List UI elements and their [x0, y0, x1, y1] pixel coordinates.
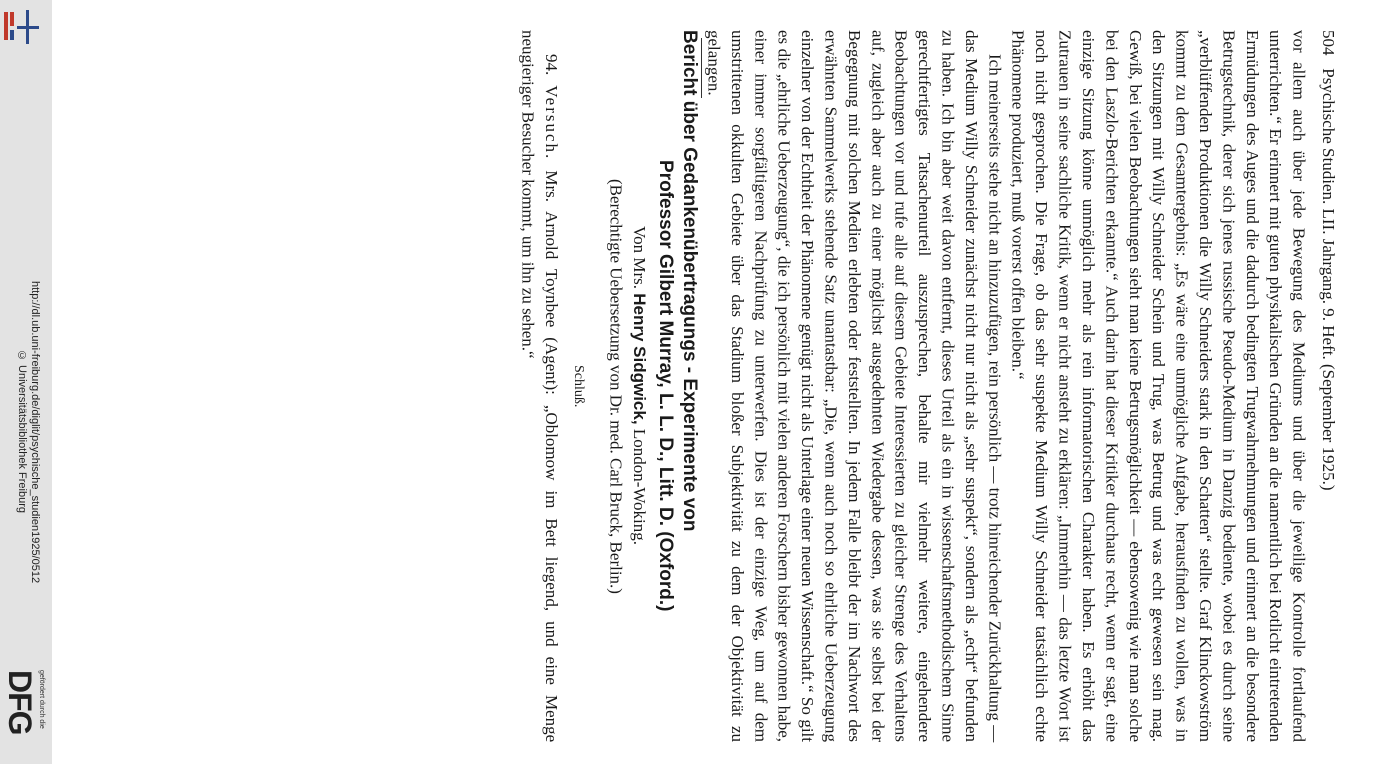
paragraph-1: vor allem auch über jede Bewegung des Mediums und über die jeweilige Kontrolle fortlaufend unterrichten.“ Er erinnert mit guten physikalischen Gründen an die namentlich bei Rotlicht eintretenden Ermüdungen des Auges und die dadurch bedingten Trugwahrnehmungen und erinnert an die besondere Betrugstechnik, derer sich jenes russische Pseudo-Medium in Danzig bediente, wobei es durch seine „verblüffenden Produktionen die Willy Schneiders stark in den Schatten“ stellte. Graf Klinckowström kommt zu dem Gesamtergebnis: „Es wäre eine unmögliche Aufgabe, herausfinden zu wollen, was in den Sitzungen mit Willy Schneider Schein und Trug, was Betrug und was echt gewesen sein mag. Gewiß, bei vielen Beobachtungen sieht man keine Betrugsmöglichkeit — ebensowenig wie man solche bei den Laszlo-Berichten erkannte.“ Auch darin hat dieser Kritiker durchaus recht, wenn er sagt, eine einzige Sitzung könne unmöglich mehr als rein informatorischen Charakter haben. Es erhöht das Zutrauen in seine sachliche Kritik, wenn er nicht ansteht zu erklären: „Immerhin — das letzte Wort ist noch nicht gesprochen. Die Frage, ob das sehr suspekte Medium Willy Schneider tatsächlich echte Phänomene produziert, muß vorerst offen bleiben.“: [1008, 30, 1309, 742]
viewer-sidebar: [0, 0, 52, 764]
conclusion-label: Schluß.: [571, 364, 587, 408]
scanned-page: [148, 30, 1340, 742]
source-info: [9, 166, 41, 698]
dfg-logo-icon: DFG: [2, 670, 38, 735]
header-left: [1317, 30, 1340, 491]
page-number: 504: [1319, 30, 1338, 56]
byline-prefix: Von Mrs.: [630, 226, 650, 290]
byline-suffix: London-Woking.: [630, 429, 650, 546]
paragraph-3-lead: Versuch.: [541, 85, 561, 161]
report-title-line-1: Bericht über Gedankenübertragungs - Experimente von: [679, 30, 701, 532]
author-name: Henry Sidgwick,: [630, 293, 650, 426]
paragraph-3: [516, 30, 563, 742]
source-url[interactable]: http://dl.ub.uni-freiburg.de/diglit/psychische_studien1925/0512: [29, 280, 41, 584]
running-title: Psychische Studien. LII. Jahrgang. 9. Heft. (September 1925.): [1319, 68, 1338, 491]
dfg-logo: [4, 668, 50, 764]
paragraph-3-text: Mrs. Arnold Toynbee (Agent): „Oblomow im Bett liegend, und eine Menge neugieriger Besucher kommt, um ihn zu sehen.“: [518, 30, 561, 742]
page-header: [1317, 30, 1340, 742]
translation-note: (Berechtigte Uebersetzung von Dr. med. Carl Bruck, Berlin.): [606, 178, 626, 594]
report-title: [653, 30, 701, 742]
byline: [628, 30, 651, 742]
ub-freiburg-logo-icon: [0, 6, 44, 50]
copyright-notice: © Universitätsbibliothek Freiburg: [16, 350, 28, 514]
funded-by-label: gefördert durch die: [38, 670, 45, 729]
report-title-line-2: Professor Gilbert Murray, L. L. D., Litt. D. (Oxford.): [655, 160, 677, 612]
paragraph-2: Ich meinerseits stehe nicht an hinzuzufügen, rein persönlich — trotz hinreichender Zurückhaltung — das Medium Willy Schneider zunächst nicht nur nicht als „sehr suspekt“, sondern als „echt“ befunden zu haben. Ich bin aber weit davon entfernt, dieses Urteil als ein in wissenschaftsmethodischem Sinne gerechtfertigtes Tatsachenurteil auszusprechen, behalte mir vielmehr weitere, eingehendere Beobachtungen vor und rufe alle auf diesem Gebiete Interessierten zu gleicher Strenge des Verhaltens auf, zugleich aber auch zu einer möglichst ausgedehnten Wiedergabe dessen, was sie selbst bei der Begegnung mit solchen Medien erlebten oder feststellten. In jedem Falle bleibt der im Nachwort des erwähnten Sammelwerks stehende Satz unantastbar: „Die, wenn auch noch so ehrliche Ueberzeugung einzelner von der Echtheit der Phänomene genügt nicht als Unterlage einer neuen Wissenschaft.“ So gilt es die „ehrliche Ueberzeugung“, die ich persönlich mit vielen anderen Forschern bisher gewonnen habe, einer immer sorgfältigeren Nachprüfung zu unterwerfen. Dies ist der einzige Weg, um auf dem umstrittenen okkulten Gebiete über das Stadium bloßer Subjektivität zu dem der Objektivität zu gelangen.: [704, 30, 1005, 742]
paragraph-3-number: 94.: [541, 53, 561, 76]
